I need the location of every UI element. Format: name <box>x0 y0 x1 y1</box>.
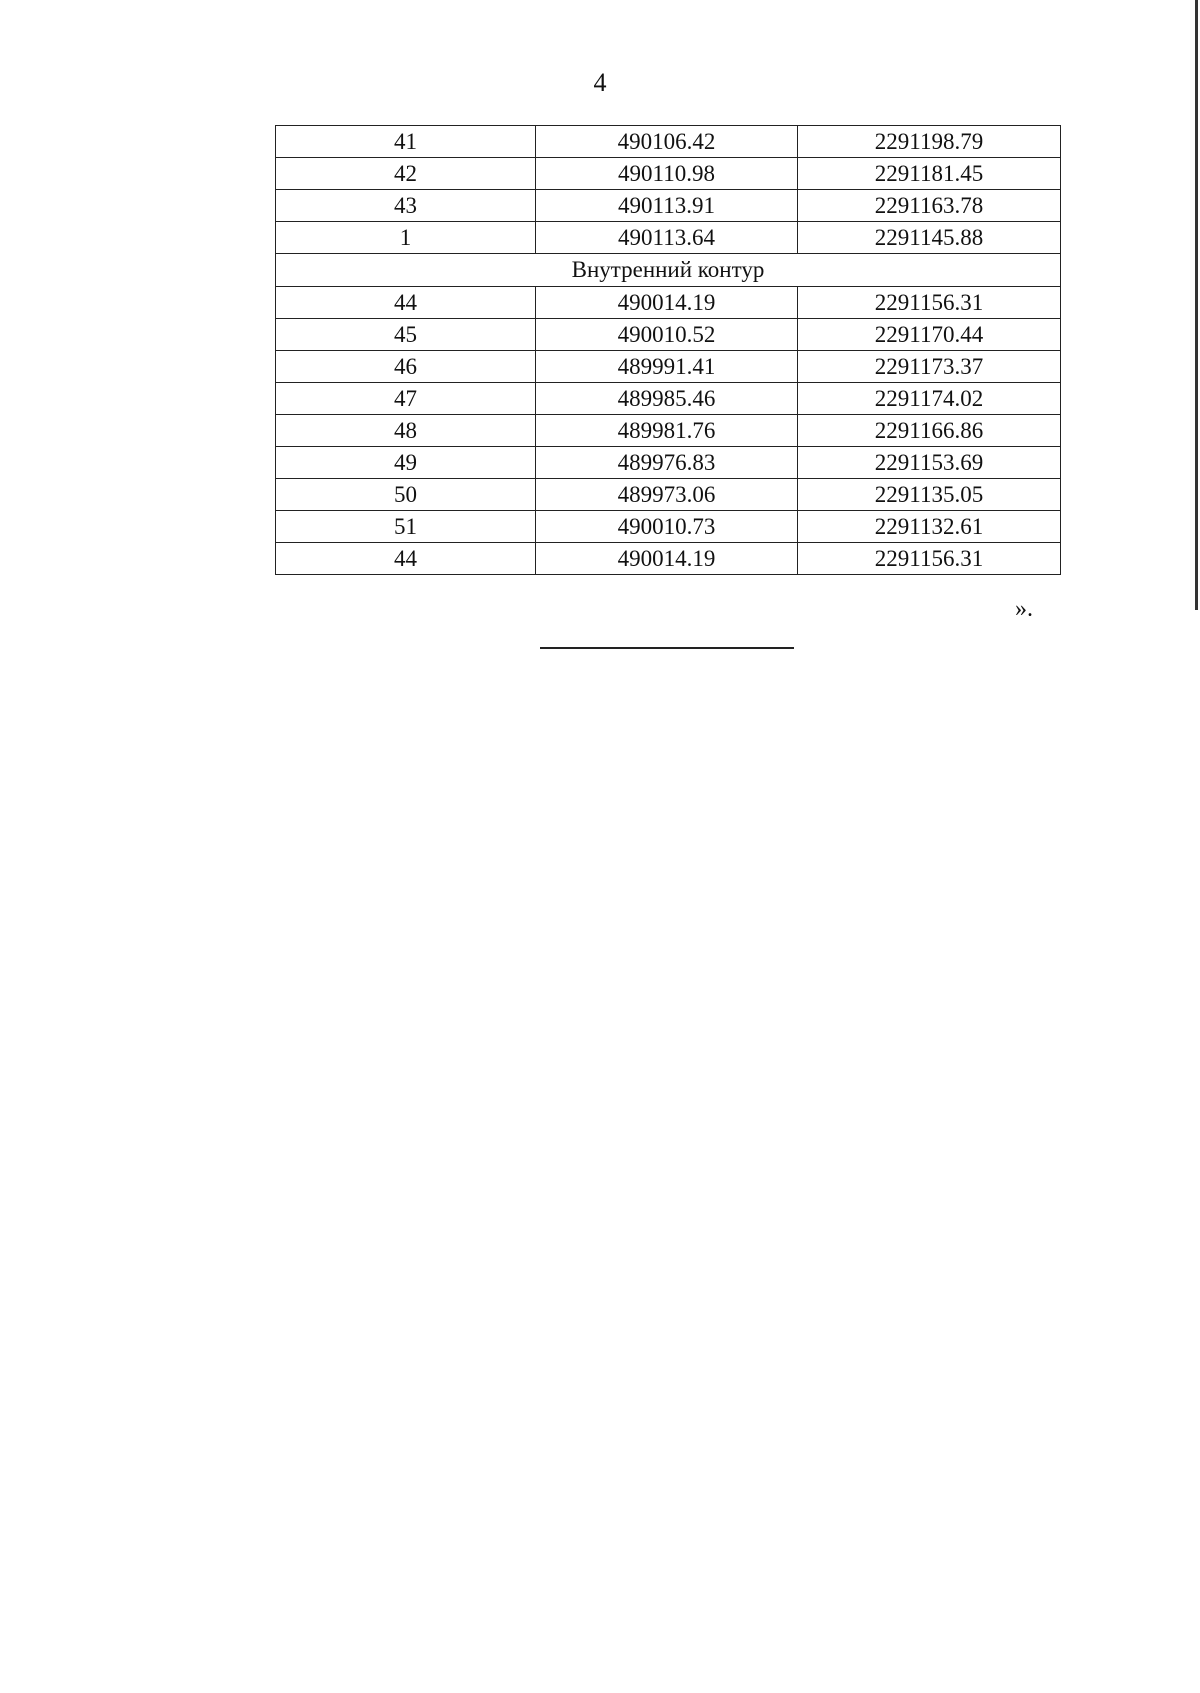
point-number-cell: 44 <box>276 287 536 319</box>
table-row <box>276 190 1061 222</box>
x-coordinate-cell: 490014.19 <box>536 543 798 575</box>
table-row <box>276 383 1061 415</box>
table-row <box>276 287 1061 319</box>
point-number-cell: 47 <box>276 383 536 415</box>
y-coordinate-cell: 2291156.31 <box>798 543 1061 575</box>
point-number-cell: 48 <box>276 415 536 447</box>
y-coordinate-cell: 2291132.61 <box>798 511 1061 543</box>
x-coordinate-cell: 490113.91 <box>536 190 798 222</box>
x-coordinate-cell: 489991.41 <box>536 351 798 383</box>
table-row <box>276 479 1061 511</box>
x-coordinate-cell: 490014.19 <box>536 287 798 319</box>
coordinates-table <box>275 125 1061 575</box>
y-coordinate-cell: 2291156.31 <box>798 287 1061 319</box>
table-row <box>276 126 1061 158</box>
point-number-cell: 50 <box>276 479 536 511</box>
inner-contour-heading: Внутренний контур <box>276 254 1061 287</box>
point-number-cell: 41 <box>276 126 536 158</box>
point-number-cell: 49 <box>276 447 536 479</box>
table-row <box>276 222 1061 254</box>
point-number-cell: 43 <box>276 190 536 222</box>
x-coordinate-cell: 490106.42 <box>536 126 798 158</box>
y-coordinate-cell: 2291135.05 <box>798 479 1061 511</box>
x-coordinate-cell: 490113.64 <box>536 222 798 254</box>
y-coordinate-cell: 2291163.78 <box>798 190 1061 222</box>
closing-quote-mark: ». <box>1015 596 1033 622</box>
x-coordinate-cell: 490110.98 <box>536 158 798 190</box>
point-number-cell: 46 <box>276 351 536 383</box>
y-coordinate-cell: 2291166.86 <box>798 415 1061 447</box>
inner-contour-heading-row <box>276 254 1061 287</box>
end-separator-line <box>540 647 794 649</box>
x-coordinate-cell: 489973.06 <box>536 479 798 511</box>
y-coordinate-cell: 2291174.02 <box>798 383 1061 415</box>
x-coordinate-cell: 489985.46 <box>536 383 798 415</box>
x-coordinate-cell: 490010.73 <box>536 511 798 543</box>
point-number-cell: 42 <box>276 158 536 190</box>
table-row <box>276 158 1061 190</box>
table-row <box>276 319 1061 351</box>
y-coordinate-cell: 2291173.37 <box>798 351 1061 383</box>
table-row <box>276 543 1061 575</box>
table-row <box>276 511 1061 543</box>
table-row <box>276 351 1061 383</box>
y-coordinate-cell: 2291145.88 <box>798 222 1061 254</box>
x-coordinate-cell: 490010.52 <box>536 319 798 351</box>
point-number-cell: 51 <box>276 511 536 543</box>
point-number-cell: 1 <box>276 222 536 254</box>
page-number: 4 <box>593 68 607 97</box>
point-number-cell: 45 <box>276 319 536 351</box>
table-row <box>276 415 1061 447</box>
x-coordinate-cell: 489981.76 <box>536 415 798 447</box>
x-coordinate-cell: 489976.83 <box>536 447 798 479</box>
point-number-cell: 44 <box>276 543 536 575</box>
table-row <box>276 447 1061 479</box>
y-coordinate-cell: 2291153.69 <box>798 447 1061 479</box>
y-coordinate-cell: 2291181.45 <box>798 158 1061 190</box>
y-coordinate-cell: 2291198.79 <box>798 126 1061 158</box>
y-coordinate-cell: 2291170.44 <box>798 319 1061 351</box>
